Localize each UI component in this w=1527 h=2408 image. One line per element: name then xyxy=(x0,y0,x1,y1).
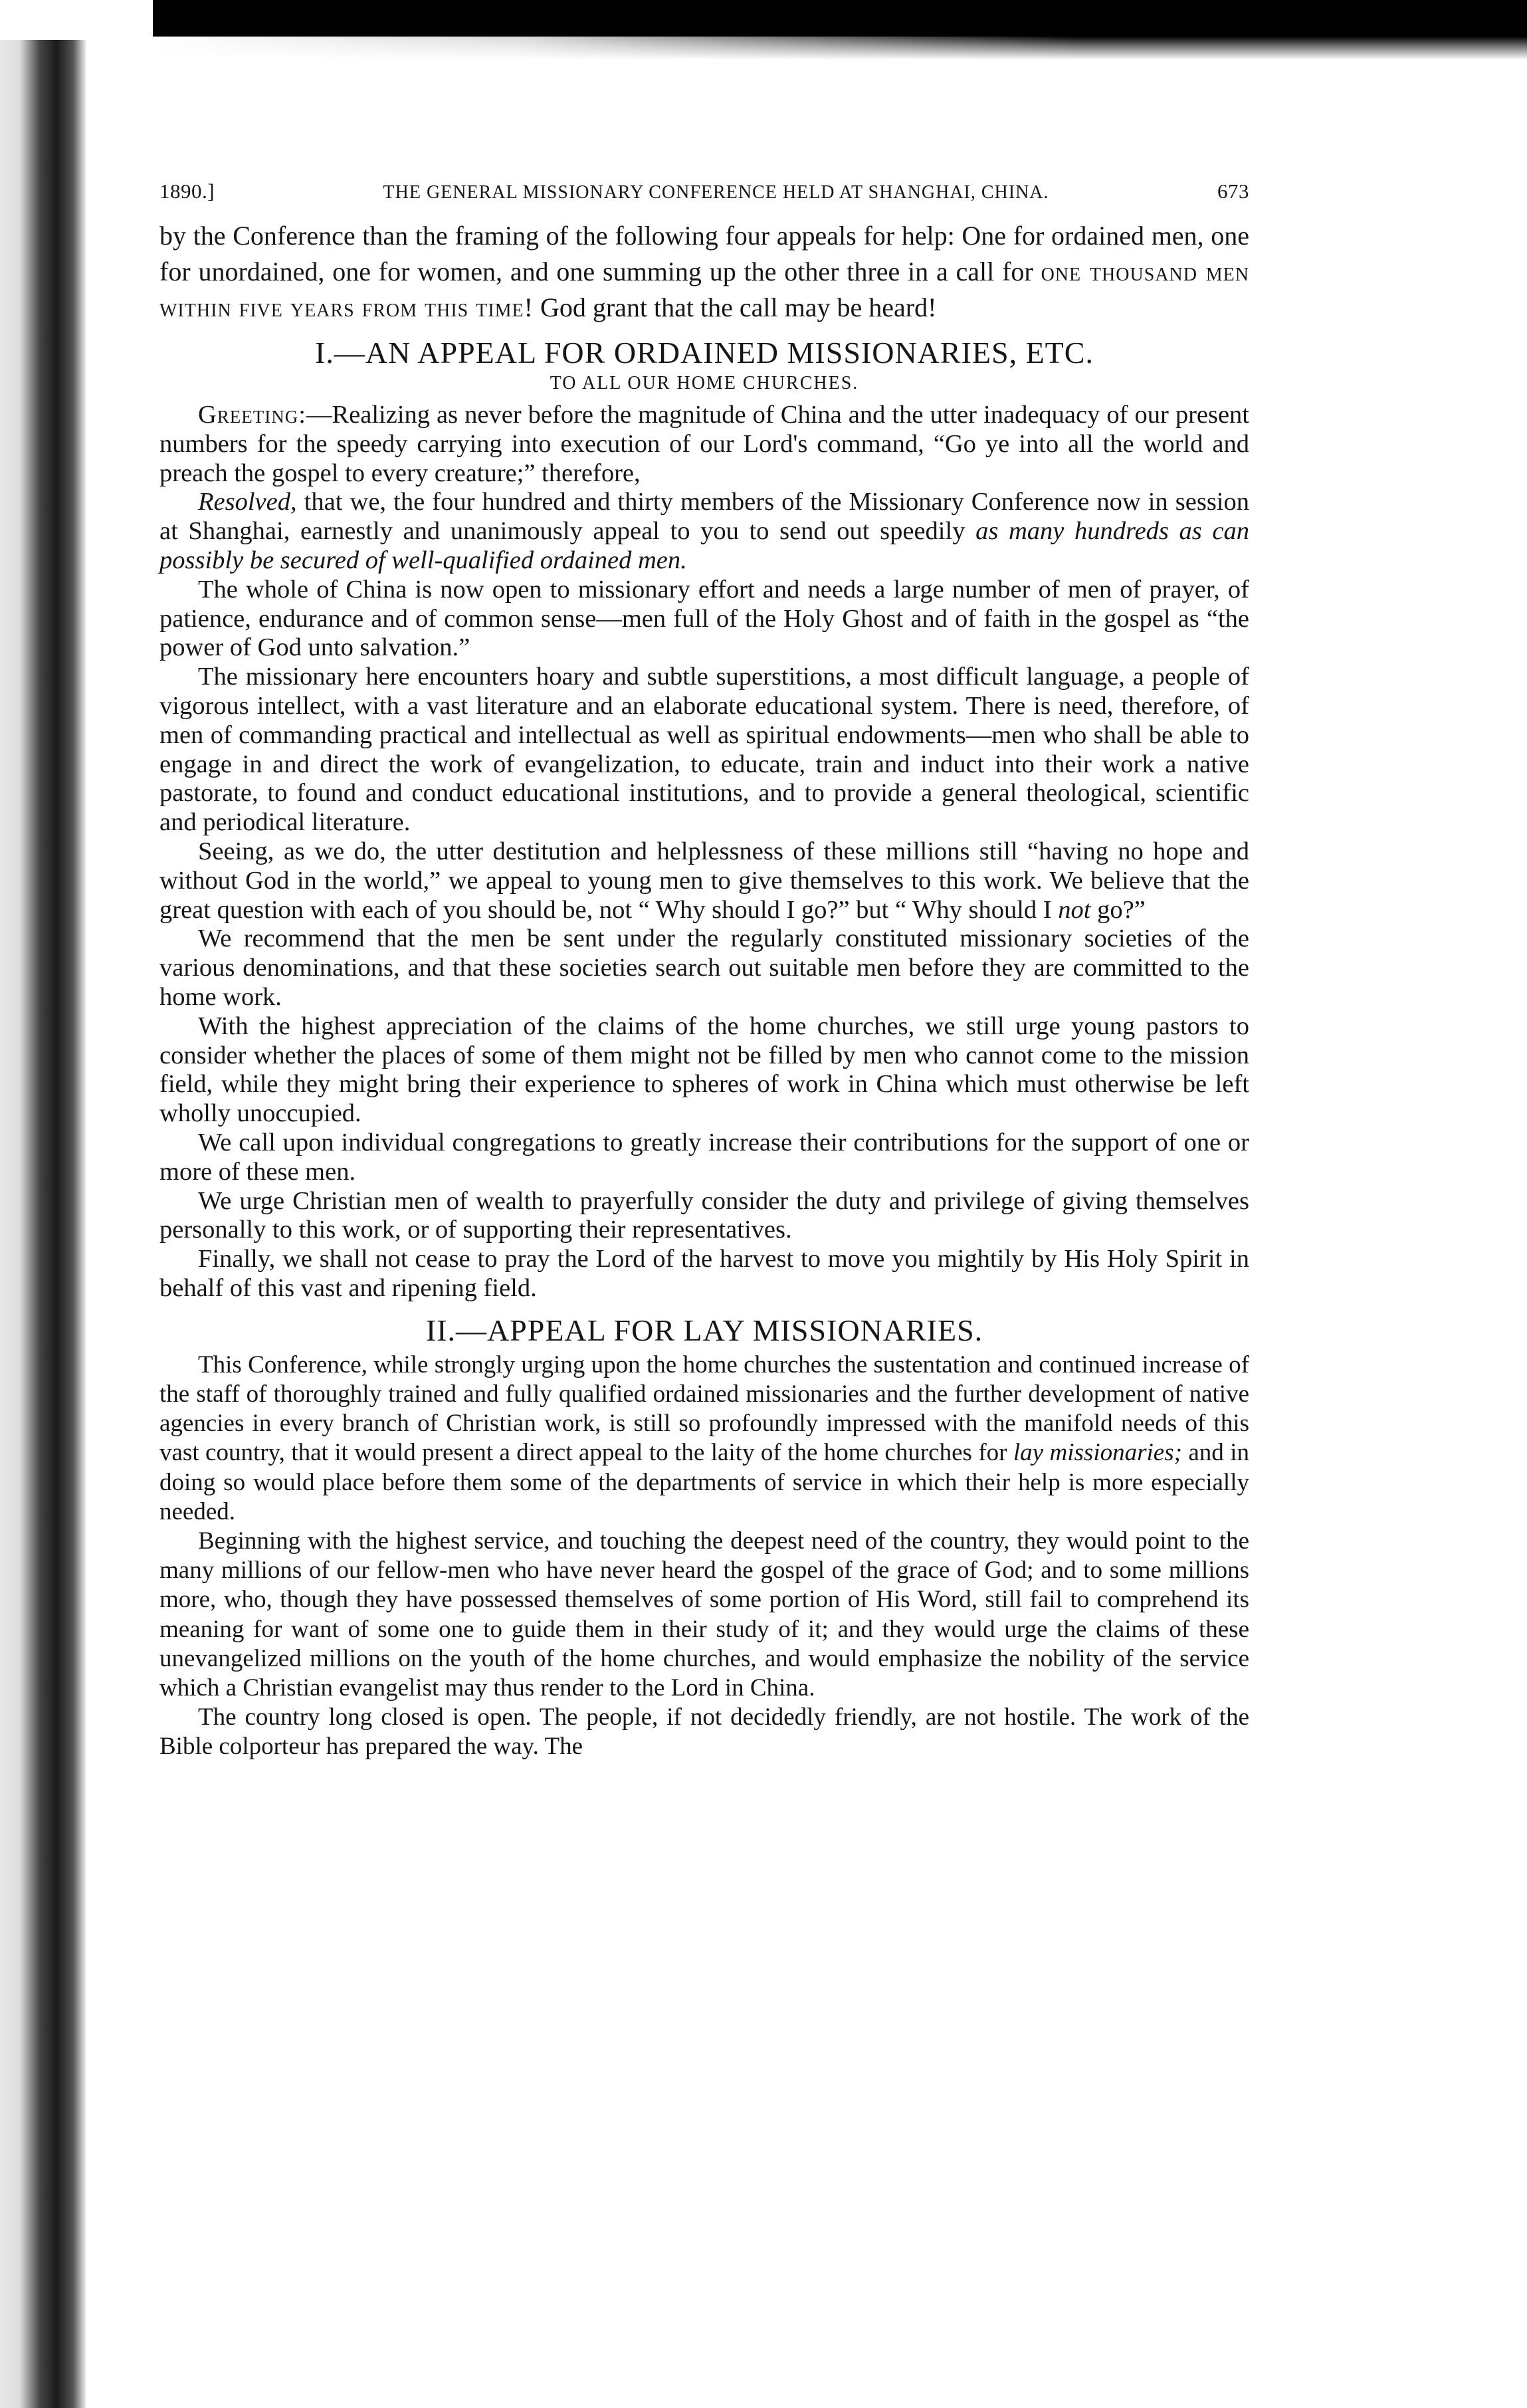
intro-text: by the Conference than the framing of the following four appeals for help: One for ordained men, one for unordained, one for women, and one summing up the other three in a call for xyxy=(159,221,1249,286)
page-number: 673 xyxy=(1217,179,1249,203)
paragraph: We call upon individual congregations to greatly increase their contributions for the support of one or more of these men. xyxy=(159,1128,1249,1186)
resolved-text: that we, the four hundred and thirty members of the Missionary Conference now in session at Shanghai, earnestly and unanimously appeal to you to send out speedily xyxy=(159,488,1249,546)
intro-paragraph xyxy=(159,218,1249,326)
lay-paragraph-1 xyxy=(159,1351,1249,1527)
running-head xyxy=(159,179,1249,203)
seeing-text: Seeing, as we do, the utter destitution and helplessness of these millions still “having no hope and without God in the world,” we appeal to young men to give themselves to this work. We believe that the great question with each of you should be, not “ Why should I go?” but “ Why should I xyxy=(159,837,1249,924)
greeting-text: —Realizing as never before the magnitude of China and the utter inadequacy of our present numbers for the speedy carrying into execution of our Lord's command, “Go ye into all the world and preach the gospel to every creature;” therefore, xyxy=(159,401,1249,487)
intro-text-end: God grant that the call may be heard! xyxy=(533,292,937,322)
lay-paragraph-3: The country long closed is open. The people, if not decidedly friendly, are not hostile. The work of the Bible colporteur has prepared the way. The xyxy=(159,1703,1249,1761)
paragraph: The whole of China is now open to missionary effort and needs a large number of men of prayer, of patience, endurance and of common sense—men full of the Holy Ghost and of faith in the gospel as “the power of God unto salvation.” xyxy=(159,575,1249,662)
paragraph: We recommend that the men be sent under the regularly constituted missionary societies of the various denominations, and that these societies search out suitable men before they are committed to the home work. xyxy=(159,925,1249,1011)
seeing-text-end: go?” xyxy=(1090,895,1146,924)
paragraph: Finally, we shall not cease to pray the Lord of the harvest to move you mightily by His Holy Spirit in behalf of this vast and ripening field. xyxy=(159,1245,1249,1302)
lay-text: This Conference, while strongly urging upon the home churches the sustentation and continued increase of the staff of thoroughly trained and fully qualified ordained missionaries and the further development of native agencies in every branch of Christian work, is still so profoundly impressed with the manifold needs of this vast country, that it would present a direct appeal to the laity of the home churches for xyxy=(159,1351,1249,1467)
scan-shadow-left xyxy=(0,40,86,2408)
greeting-label: Greeting: xyxy=(198,401,306,429)
seeing-paragraph xyxy=(159,837,1249,925)
running-head-title: THE GENERAL MISSIONARY CONFERENCE HELD AT SHANGHAI, CHINA. xyxy=(383,182,1049,203)
page xyxy=(159,179,1249,1762)
intro-call: one thousand men within five years from this time! xyxy=(159,257,1249,322)
scan-corner xyxy=(0,0,153,40)
paragraph: The missionary here encounters hoary and subtle superstitions, a most difficult language, a people of vigorous intellect, with a vast literature and an elaborate educational system. There is need, therefore, of men of commanding practical and intellectual as well as spiritual endowments—men who shall be able to engage in and direct the work of evangelization, to educate, train and induct into their work a native pastorate, to found and conduct educational institutions, and to provide a general theological, scientific and periodical literature. xyxy=(159,663,1249,837)
seeing-italic: not xyxy=(1058,895,1091,924)
resolved-italic: as many hundreds as can possibly be secured of well-qualified ordained men. xyxy=(159,517,1249,574)
section-one-heading: I.—AN APPEAL FOR ORDAINED MISSIONARIES, ETC. xyxy=(315,336,1094,370)
scan-shadow-top-fade xyxy=(153,37,1083,63)
resolved-label: Resolved, xyxy=(198,488,297,516)
lay-italic: lay missionaries; xyxy=(1013,1439,1182,1467)
running-head-year: 1890.] xyxy=(159,179,215,203)
lay-paragraph-2: Beginning with the highest service, and touching the deepest need of the country, they would point to the many millions of our fellow-men who have never heard the gospel of the grace of God; and to some millions more, who, though they have possessed themselves of some portion of His Word, still fail to comprehend its meaning for want of some one to guide them in their study of it; and they would urge the claims of these unevangelized millions on the youth of the home churches, and would emphasize the nobility of the service which a Christian evangelist may thus render to the Lord in China. xyxy=(159,1527,1249,1701)
resolved-paragraph xyxy=(159,488,1249,575)
paragraph: We urge Christian men of wealth to prayerfully consider the duty and privilege of giving themselves personally to this work, or of supporting their representatives. xyxy=(159,1186,1249,1244)
section-one-subheading: TO ALL OUR HOME CHURCHES. xyxy=(550,373,859,393)
lay-text-end: and in doing so would place before them some of the departments of service in which their help is more especially needed. xyxy=(159,1439,1249,1525)
paragraph: With the highest appreciation of the claims of the home churches, we still urge young pastors to consider whether the places of some of them might not be filled by men who cannot come to the mission field, while they might bring their experience to spheres of work in China which must otherwise be left wholly unoccupied. xyxy=(159,1012,1249,1128)
section-two-heading: II.—APPEAL FOR LAY MISSIONARIES. xyxy=(425,1313,983,1347)
greeting-paragraph xyxy=(159,401,1249,488)
